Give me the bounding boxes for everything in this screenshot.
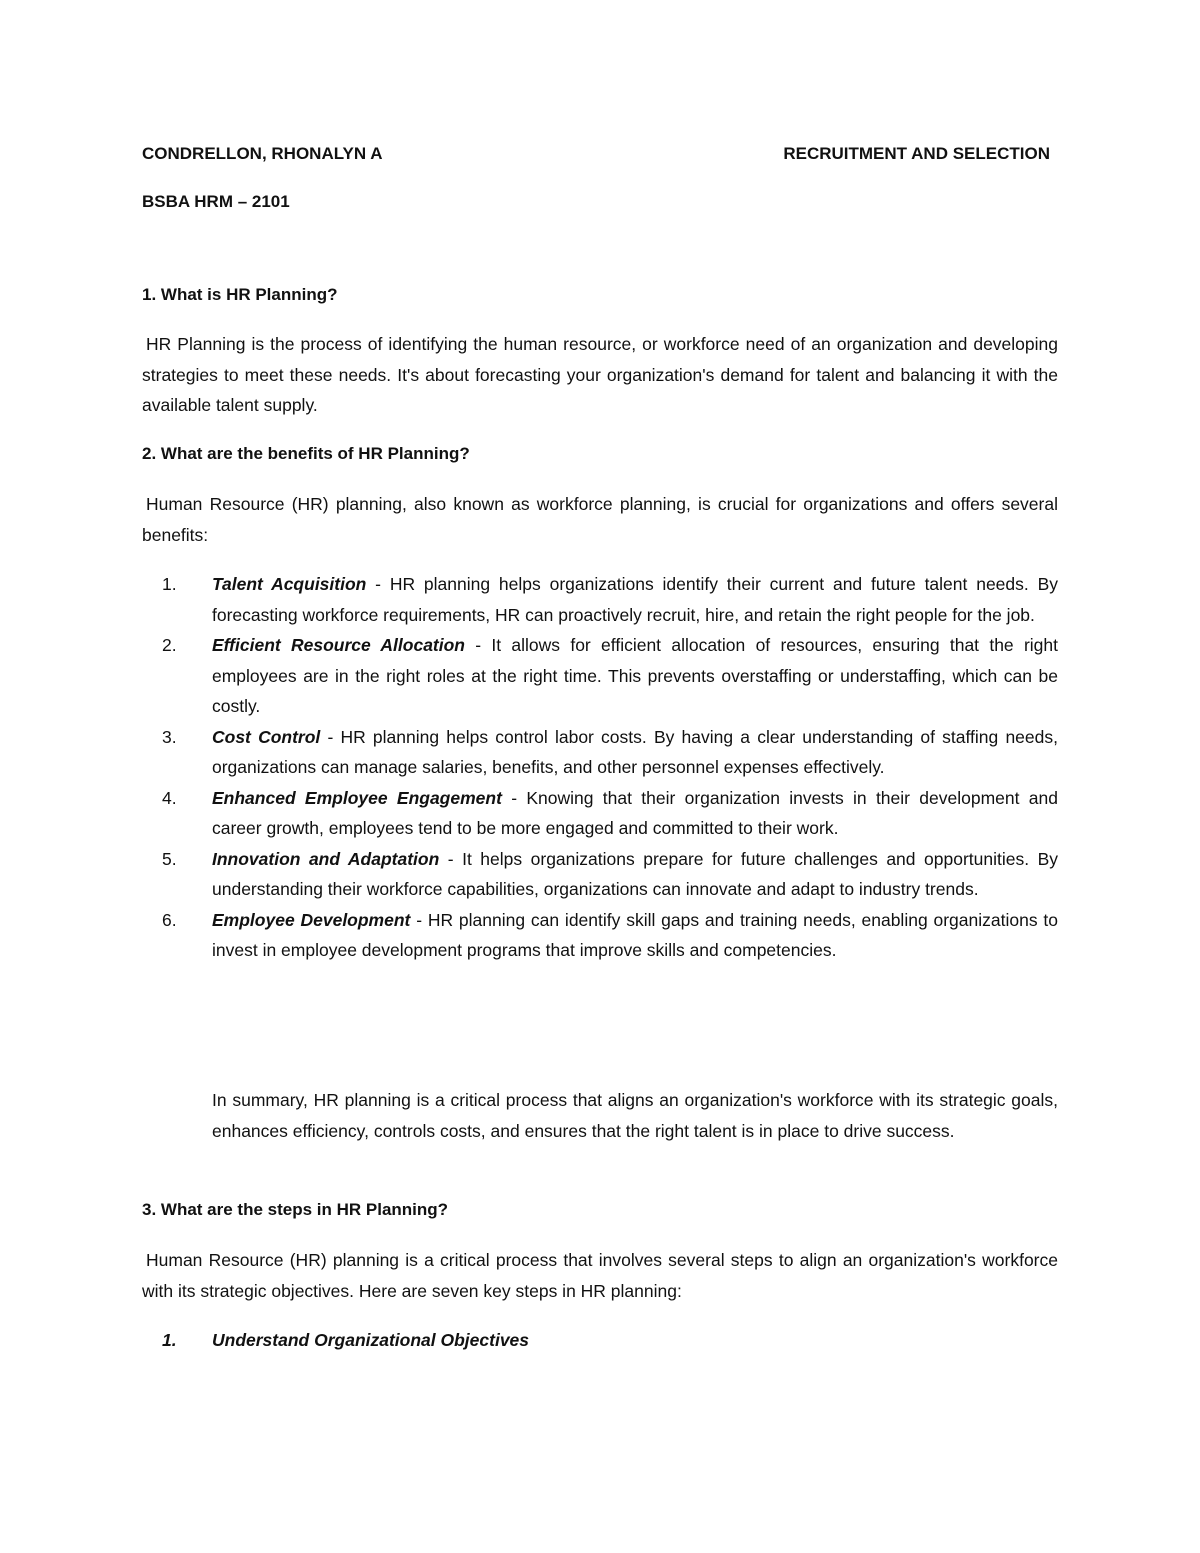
list-item bbox=[142, 630, 1058, 722]
question-3-intro: Human Resource (HR) planning is a critical process that involves several steps to align an organization's workforce with its strategic objectives. Here are seven key steps in HR planning: bbox=[142, 1250, 1058, 1301]
list-item bbox=[142, 722, 1058, 783]
list-item-number: 2. bbox=[162, 635, 177, 655]
benefit-term: Employee Development bbox=[212, 909, 411, 930]
list-item bbox=[142, 905, 1058, 966]
benefit-term: Talent Acquisition bbox=[212, 574, 367, 594]
benefit-term: Innovation and Adaptation bbox=[212, 848, 440, 869]
document-header bbox=[142, 144, 1050, 170]
question-1-heading: 1. What is HR Planning? bbox=[142, 285, 338, 304]
list-item bbox=[142, 569, 1058, 630]
list-item bbox=[142, 783, 1058, 844]
list-item-number: 3. bbox=[162, 726, 177, 747]
benefit-description: - It helps organizations prepare for future challenges and opportunities. By understanding their workforce capabilities, organizations can innovate and adapt to industry trends. bbox=[212, 848, 1058, 899]
benefit-description: - HR planning can identify skill gaps and training needs, enabling organizations to invest in employee development programs that improve skills and competencies. bbox=[212, 909, 1058, 960]
student-name: CONDRELLON, RHONALYN A bbox=[142, 144, 383, 163]
list-item-number: 5. bbox=[162, 848, 177, 869]
benefits-list bbox=[142, 569, 1058, 966]
benefit-description: - HR planning helps control labor costs. By having a clear understanding of staffing needs, organizations can manage salaries, benefits, and other personnel expenses effectively. bbox=[212, 726, 1058, 777]
benefit-term: Cost Control bbox=[212, 726, 321, 747]
benefit-term: Enhanced Employee Engagement bbox=[212, 787, 502, 808]
question-3-heading: 3. What are the steps in HR Planning? bbox=[142, 1200, 449, 1219]
benefit-description: - Knowing that their organization invests in their development and career growth, employees tend to be more engaged and committed to their work. bbox=[212, 787, 1058, 838]
list-item-number: 1. bbox=[162, 574, 177, 594]
benefit-description: - HR planning helps organizations identify their current and future talent needs. By forecasting workforce requirements, HR can proactively recruit, hire, and retain the right people for the job. bbox=[212, 574, 1059, 625]
question-1-answer: HR Planning is the process of identifying the human resource, or workforce need of an organization and developing strategies to meet these needs. It's about forecasting your organization's demand for talent and balancing it with the available talent supply. bbox=[142, 334, 1058, 415]
question-2-heading: 2. What are the benefits of HR Planning? bbox=[142, 444, 470, 463]
step-label: Understand Organizational Objectives bbox=[212, 1330, 530, 1350]
list-item-number: 4. bbox=[162, 787, 177, 808]
benefit-term: Efficient Resource Allocation bbox=[212, 635, 465, 655]
list-item bbox=[142, 844, 1058, 905]
subject-title: RECRUITMENT AND SELECTION bbox=[783, 144, 1050, 163]
step-number: 1. bbox=[162, 1330, 177, 1350]
question-2-intro: Human Resource (HR) planning, also known as workforce planning, is crucial for organizations and offers several benefits: bbox=[142, 494, 1058, 545]
course-section: BSBA HRM – 2101 bbox=[142, 192, 290, 211]
list-item-number: 6. bbox=[162, 909, 177, 930]
benefit-description: - It allows for efficient allocation of resources, ensuring that the right employees are in the right roles at the right time. This prevents overstaffing or understaffing, which can be costly. bbox=[212, 635, 1058, 716]
benefits-summary: In summary, HR planning is a critical process that aligns an organization's workforce with its strategic goals, enhances efficiency, controls costs, and ensures that the right talent is in place to drive success. bbox=[212, 1090, 1058, 1141]
